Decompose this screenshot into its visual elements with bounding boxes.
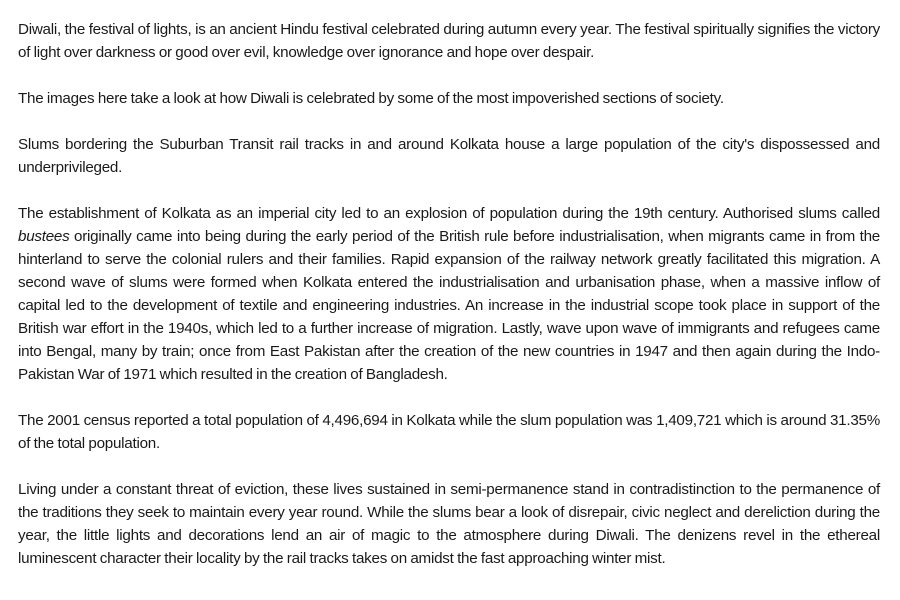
paragraph-history — [18, 202, 880, 386]
history-text-end: originally came into being during the early period of the British rule before industrialisation, when migrants came in from the hinterland to serve the colonial rulers and their families. Rapid expansion of the railway network greatly facilitated this migration. A second wave of slums were formed when Kolkata entered the industrialisation and urbanisation phase, when a massive inflow of capital led to the development of textile and engineering industries. An increase in the industrial scope took place in support of the British war effort in the 1940s, which led to a further increase of migration. Lastly, wave upon wave of immigrants and refugees came into Bengal, many by train; once from East Pakistan after the creation of the new countries in 1947 and then again during the Indo-Pakistan War of 1971 which resulted in the creation of Bangladesh. — [18, 228, 880, 383]
bustees-term: bustees — [18, 228, 70, 245]
paragraph-census: The 2001 census reported a total population of 4,496,694 in Kolkata while the slum population was 1,409,721 which is around 31.35% of the total population. — [18, 412, 880, 452]
paragraph-images-note: The images here take a look at how Diwali is celebrated by some of the most impoverished sections of society. — [18, 90, 724, 107]
article-body — [18, 18, 880, 570]
paragraph-slums: Slums bordering the Suburban Transit rail tracks in and around Kolkata house a large population of the city's dispossessed and underprivileged. — [18, 136, 880, 176]
paragraph-eviction: Living under a constant threat of eviction, these lives sustained in semi-permanence stand in contradistinction to the permanence of the traditions they seek to maintain every year round. While the slums bear a look of disrepair, civic neglect and dereliction during the year, the little lights and decorations lend an air of magic to the atmosphere during Diwali. The denizens revel in the ethereal luminescent character their locality by the rail tracks takes on amidst the fast approaching winter mist. — [18, 481, 880, 567]
paragraph-intro: Diwali, the festival of lights, is an ancient Hindu festival celebrated during autumn every year. The festival spiritually signifies the victory of light over darkness or good over evil, knowledge over ignorance and hope over despair. — [18, 21, 880, 61]
history-text-start: The establishment of Kolkata as an imperial city led to an explosion of population during the 19th century. Authorised slums called — [18, 205, 880, 222]
